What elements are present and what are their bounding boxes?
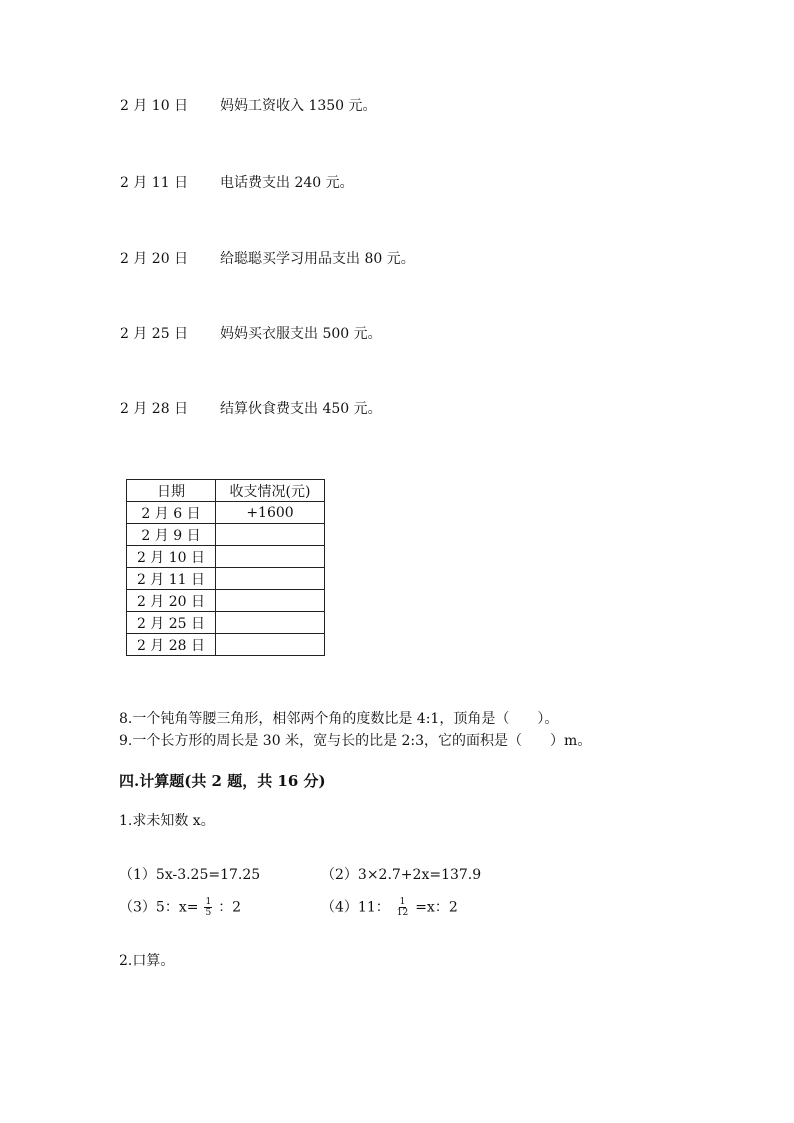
entry-date: 2 月 28 日 [120, 401, 189, 417]
equation-3-prefix: （3）5：x= [119, 899, 199, 916]
equation-4-prefix: （4）11： [321, 899, 390, 916]
item-1-prompt: 1.求未知数 x。 [119, 813, 215, 829]
table-row [127, 502, 325, 524]
table-row [127, 568, 325, 590]
row-amount[interactable] [216, 612, 325, 634]
fraction-denominator: 5 [205, 908, 212, 918]
table-row [127, 612, 325, 634]
equation-3 [119, 897, 241, 918]
table-row [127, 634, 325, 656]
income-expense-table [126, 479, 325, 656]
row-amount[interactable] [216, 524, 325, 546]
table-row [127, 524, 325, 546]
item-2-prompt: 2.口算。 [119, 953, 175, 969]
row-amount[interactable]: +1600 [216, 502, 325, 524]
section-title: 四.计算题(共 2 题，共 16 分) [119, 772, 326, 790]
question-8: 8.一个钝角等腰三角形，相邻两个角的度数比是 4:1，顶角是（ ）。 [119, 711, 559, 727]
fraction-numerator: 1 [205, 897, 212, 907]
row-date: 2 月 28 日 [127, 634, 216, 656]
column-header-amount: 收支情况(元) [216, 480, 325, 502]
entry-description: 妈妈工资收入 1350 元。 [220, 98, 377, 114]
row-date: 2 月 9 日 [127, 524, 216, 546]
row-date: 2 月 25 日 [127, 612, 216, 634]
fraction [396, 897, 409, 918]
question-9: 9.一个长方形的周长是 30 米，宽与长的比是 2:3，它的面积是（ ）m。 [119, 733, 592, 749]
row-date: 2 月 6 日 [127, 502, 216, 524]
fraction [204, 897, 212, 918]
entry-date: 2 月 20 日 [120, 251, 189, 267]
equation-2: （2）3×2.7+2x=137.9 [321, 867, 482, 883]
equation-3-suffix: ：2 [218, 899, 242, 916]
entry-description: 结算伙食费支出 450 元。 [220, 401, 382, 417]
row-date: 2 月 20 日 [127, 590, 216, 612]
row-amount[interactable] [216, 546, 325, 568]
entry-row [0, 174, 794, 192]
entry-description: 妈妈买衣服支出 500 元。 [220, 326, 382, 342]
entry-date: 2 月 11 日 [120, 175, 189, 191]
entry-description: 给聪聪买学习用品支出 80 元。 [220, 251, 415, 267]
fraction-denominator: 12 [396, 908, 409, 918]
entry-date: 2 月 25 日 [120, 326, 189, 342]
row-date: 2 月 10 日 [127, 546, 216, 568]
table-row [127, 590, 325, 612]
equation-1: （1）5x-3.25=17.25 [119, 867, 261, 883]
table-row [127, 546, 325, 568]
entry-date: 2 月 10 日 [120, 98, 189, 114]
row-amount[interactable] [216, 568, 325, 590]
entry-row [0, 97, 794, 115]
entry-row [0, 250, 794, 268]
entry-row [0, 400, 794, 418]
row-date: 2 月 11 日 [127, 568, 216, 590]
row-amount[interactable] [216, 590, 325, 612]
table-header-row [127, 480, 325, 502]
column-header-date: 日期 [127, 480, 216, 502]
entry-description: 电话费支出 240 元。 [220, 175, 354, 191]
fraction-numerator: 1 [399, 897, 406, 907]
equation-4 [321, 897, 458, 918]
equation-4-suffix: =x：2 [415, 899, 458, 916]
entry-row [0, 325, 794, 343]
row-amount[interactable] [216, 634, 325, 656]
